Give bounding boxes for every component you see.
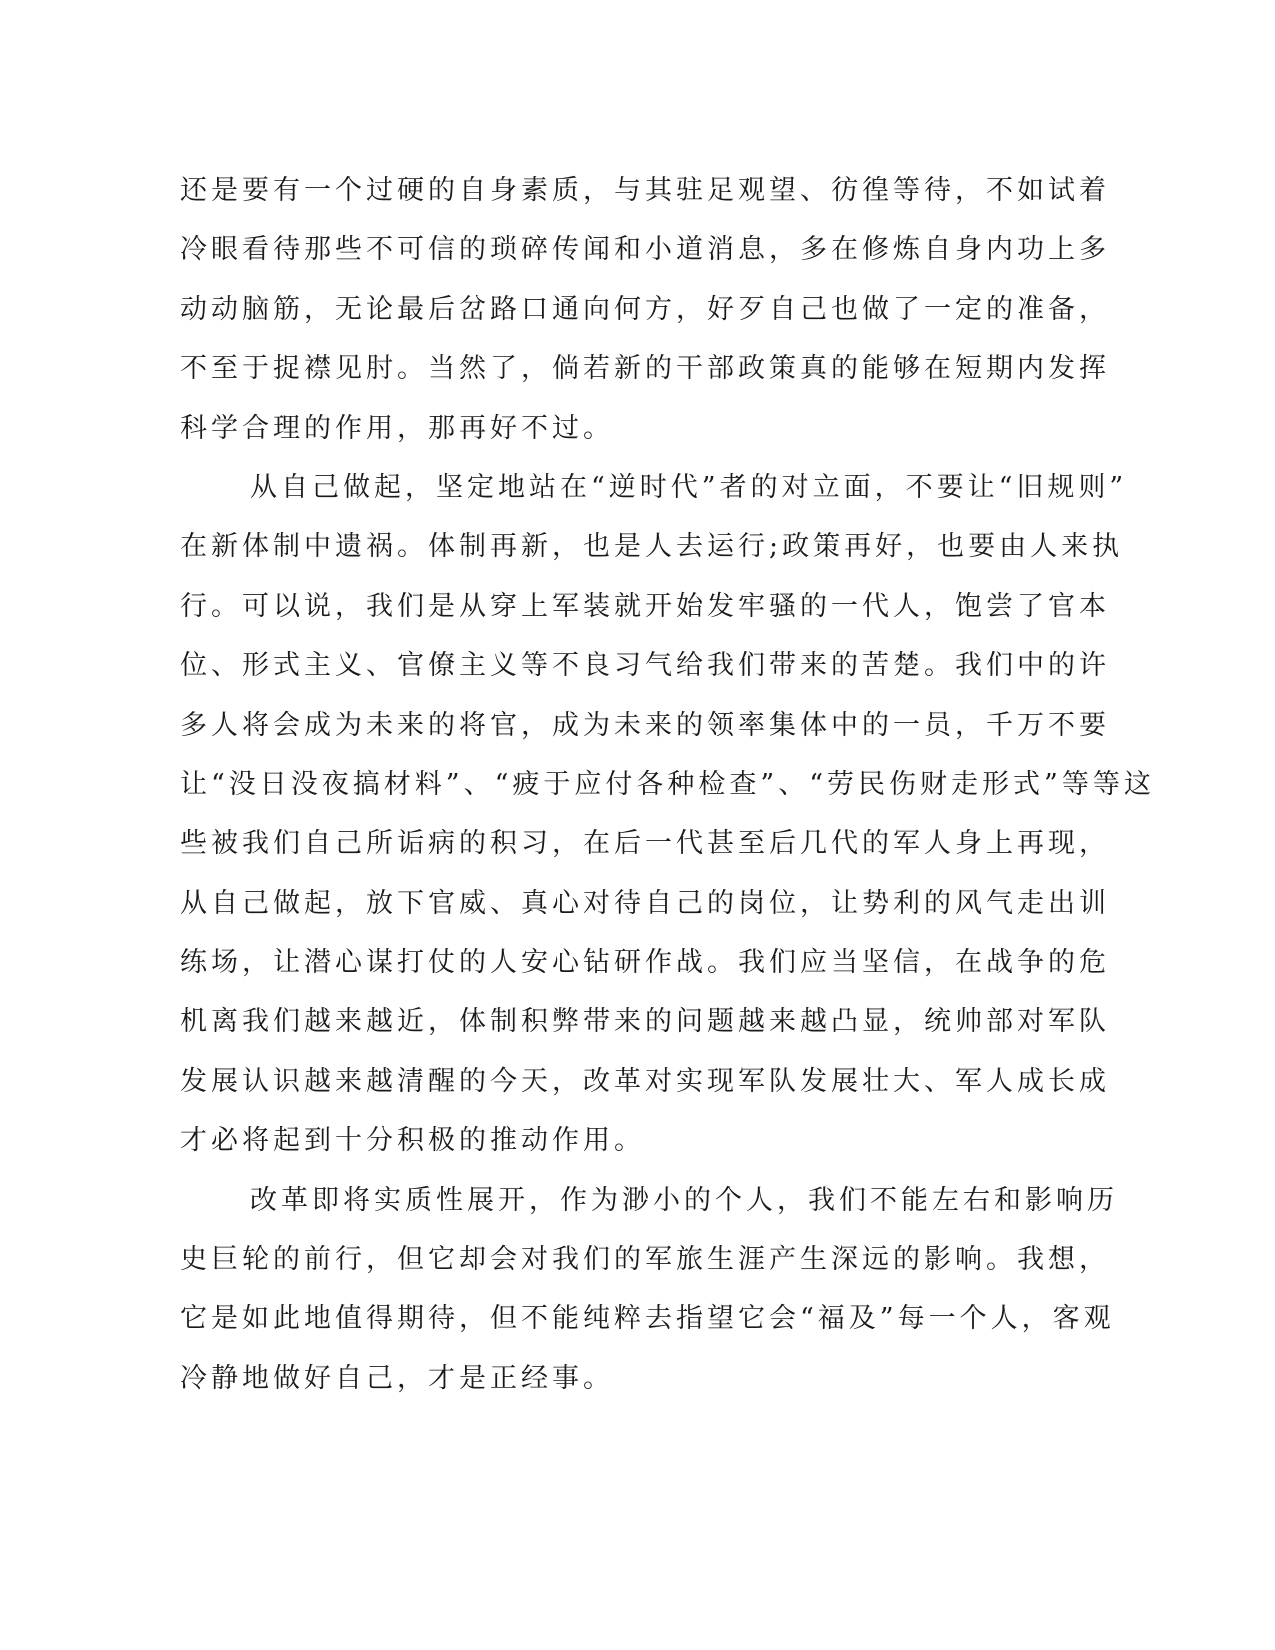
text-line: 还是要有一个过硬的自身素质，与其驻足观望、彷徨等待，不如试着 [180,175,1110,206]
paragraph-1 [180,161,1110,458]
text-line: 科学合理的作用，那再好不过。 [180,412,614,444]
text-line: 动动脑筋，无论最后岔路口通向何方，好歹自己也做了一定的准备， [180,293,1110,325]
text-line: 位、形式主义、官僚主义等不良习气给我们带来的苦楚。我们中的许 [180,650,1110,682]
text-line: 史巨轮的前行，但它却会对我们的军旅生涯产生深远的影响。我想， [180,1244,1110,1276]
text-line: 在新体制中遗祸。体制再新，也是人去运行;政策再好，也要由人来执 [180,531,1124,563]
text-line: 才必将起到十分积极的推动作用。 [180,1125,645,1157]
text-line: 行。可以说，我们是从穿上军装就开始发牢骚的一代人，饱尝了官本 [180,590,1110,622]
text-line: 从自己做起，坚定地站在“逆时代”者的对立面，不要让“旧规则” [250,471,1128,503]
text-line: 它是如此地值得期待，但不能纯粹去指望它会“福及”每一个人，客观 [180,1303,1115,1335]
text-line: 不至于捉襟见肘。当然了，倘若新的干部政策真的能够在短期内发挥 [180,353,1110,385]
text-line: 练场，让潜心谋打仗的人安心钻研作战。我们应当坚信，在战争的危 [180,947,1110,979]
document-body [180,161,1155,1408]
text-line: 改革即将实质性展开，作为渺小的个人，我们不能左右和影响历 [250,1184,1118,1216]
text-line: 发展认识越来越清醒的今天，改革对实现军队发展壮大、军人成长成 [180,1065,1110,1097]
text-line: 让“没日没夜搞材料”、“疲于应付各种检查”、“劳民伤财走形式”等等这 [180,768,1155,800]
text-line: 些被我们自己所诟病的积习，在后一代甚至后几代的军人身上再现， [180,828,1110,860]
paragraph-3 [180,1171,1118,1409]
text-line: 冷静地做好自己，才是正经事。 [180,1362,614,1394]
text-line: 多人将会成为未来的将官，成为未来的领率集体中的一员，千万不要 [180,709,1110,741]
text-line: 机离我们越来越近，体制积弊带来的问题越来越凸显，统帅部对军队 [180,1006,1110,1038]
text-line: 冷眼看待那些不可信的琐碎传闻和小道消息，多在修炼自身内功上多 [180,234,1110,266]
paragraph-2 [180,458,1155,1171]
text-line: 从自己做起，放下官威、真心对待自己的岗位，让势利的风气走出训 [180,887,1110,919]
